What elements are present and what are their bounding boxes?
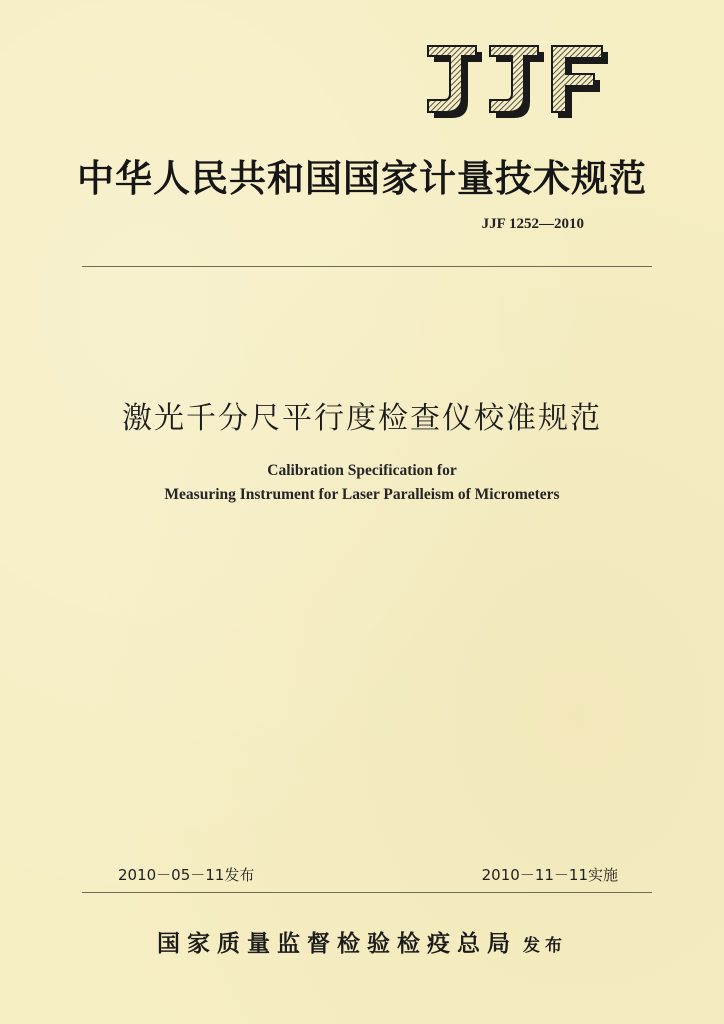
effective-date: 2010－11－11实施 — [481, 866, 618, 884]
standard-number: JJF 1252—2010 — [481, 216, 584, 232]
top-divider — [82, 266, 652, 267]
publisher-suffix: 发布 — [523, 936, 567, 956]
bottom-divider — [82, 892, 652, 893]
title-chinese: 激光千分尺平行度检查仪校准规范 — [122, 401, 602, 436]
title-english-line2: Measuring Instrument for Laser Paralleism of Micrometers — [164, 486, 560, 503]
publisher-organization: 国家质量监督检验检疫总局 — [157, 930, 517, 957]
standard-category: 中华人民共和国国家计量技术规范 — [77, 156, 647, 200]
jjf-logo — [424, 44, 614, 122]
publisher-line — [0, 925, 724, 958]
issue-date: 2010－05－11发布 — [118, 866, 255, 884]
title-english-line1: Calibration Specification for — [267, 462, 457, 479]
